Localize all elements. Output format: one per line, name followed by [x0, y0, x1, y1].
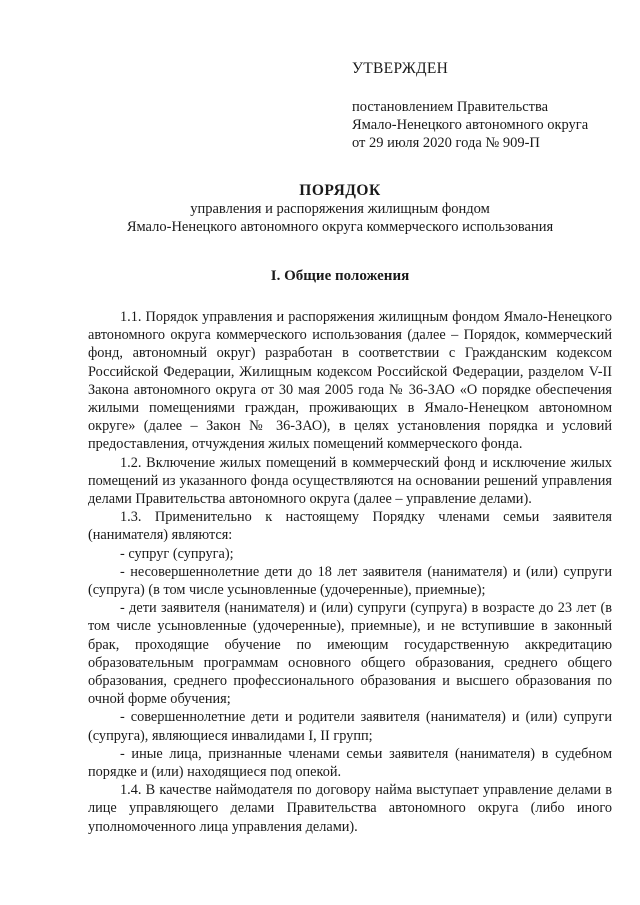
paragraph-1-3: 1.3. Применительно к настоящему Порядку членами семьи заявителя (нанимателя) являются:: [88, 509, 612, 544]
section-heading: I. Общие положения: [270, 268, 410, 284]
approval-line-1: постановлением Правительства: [352, 99, 549, 115]
paragraph-1-2: 1.2. Включение жилых помещений в коммерческий фонд и исключение жилых помещений из указанного фонда осуществляются на основании решений управления делами Правительства автономного округа (далее – управление делами).: [88, 454, 612, 508]
paragraph-1-4: 1.4. В качестве наймодателя по договору найма выступает управление делами в лице управляющего делами Правительства автономного округа (либо иного уполномоченного лица управления делами).: [88, 782, 612, 835]
approval-line-3: от 29 июля 2020 года № 909-П: [352, 135, 540, 151]
approval-line-2: Ямало-Ненецкого автономного округа: [352, 117, 589, 133]
list-item: - несовершеннолетние дети до 18 лет заявителя (нанимателя) и (или) супруги (супруга) (в том числе усыновленные (удочеренные), приемные);: [88, 563, 612, 599]
document-subtitle-line-2: Ямало-Ненецкого автономного округа коммерческого использования: [126, 219, 554, 235]
approval-stamp: УТВЕРЖДЕН: [352, 60, 449, 77]
list-item: - иные лица, признанные членами семьи заявителя (нанимателя) в судебном порядке и (или) находящиеся под опекой.: [88, 745, 612, 781]
document-title-block: [60, 182, 620, 236]
document-title: ПОРЯДОК: [299, 182, 381, 199]
document-subtitle-line-1: управления и распоряжения жилищным фондом: [190, 201, 490, 217]
document-body: [88, 308, 612, 836]
approval-block: [352, 60, 622, 152]
list-item: - совершеннолетние дети и родители заявителя (нанимателя) и (или) супруги (супруга), являющиеся инвалидами I, II групп;: [88, 709, 612, 744]
list-item: - супруг (супруга);: [120, 545, 234, 562]
list-item: - дети заявителя (нанимателя) и (или) супруги (супруга) в возрасте до 23 лет (в том числе усыновленные (удочеренные), приемные), и не вступившие в законный брак, проходящие обучение по имеющим государственную аккредитацию образовательным программам основного общего образования, среднего общего образования, среднего профессионального образования и высшего образования по очной форме обучения;: [88, 600, 612, 708]
paragraph-1-1: 1.1. Порядок управления и распоряжения жилищным фондом Ямало-Ненецкого автономного округа коммерческого использования (далее – Порядок, коммерческий фонд, автономный округ) разработан в соответствии с Гражданским кодексом Российской Федерации, Жилищным кодексом Российской Федерации, разделом V-II Закона автономного округа от 30 мая 2005 года № 36-ЗАО «О порядке обеспечения жилыми помещениями граждан, проживающих в Ямало-Ненецком автономном округе» (далее – Закон № 36-ЗАО), в целях установления порядка и условий предоставления, отчуждения жилых помещений коммерческого фонда.: [88, 309, 612, 453]
